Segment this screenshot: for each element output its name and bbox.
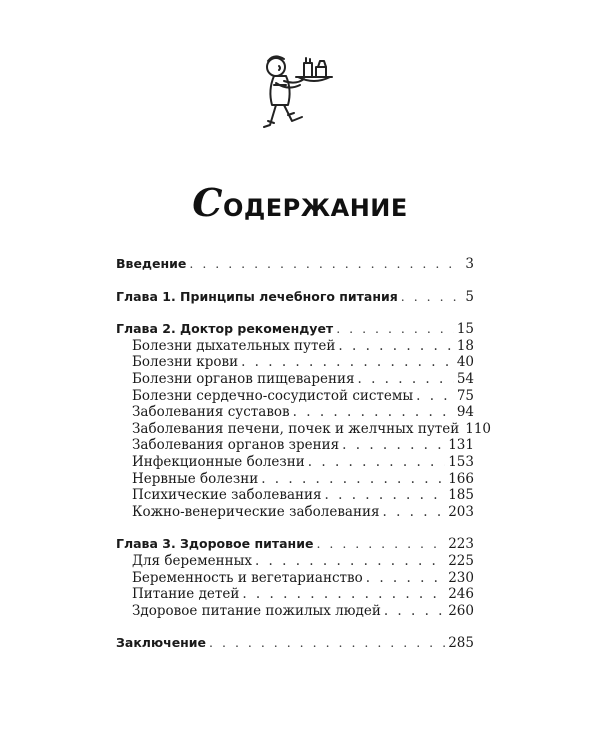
- toc-entry-label: Психические заболевания: [132, 487, 322, 504]
- toc-leader-dots: [293, 404, 454, 421]
- toc-leader-dots: [382, 504, 445, 521]
- toc-section-entry[interactable]: [116, 454, 474, 471]
- toc-section-entry[interactable]: [116, 504, 474, 521]
- toc-leader-dots: [209, 635, 445, 652]
- toc-entry-label: Глава 1. Принципы лечебного питания: [116, 288, 398, 304]
- toc-leader-dots: [336, 321, 454, 338]
- toc-leader-dots: [189, 256, 462, 273]
- toc-leader-dots: [366, 570, 445, 587]
- toc-gap: [116, 520, 474, 536]
- toc-entry-label: Заболевания суставов: [132, 404, 290, 421]
- toc-entry-label: Для беременных: [132, 552, 252, 569]
- toc-leader-dots: [342, 437, 445, 454]
- toc-chapter-entry[interactable]: [116, 256, 474, 273]
- toc-entry-page: 246: [448, 586, 474, 603]
- toc-gap: [116, 273, 474, 289]
- toc-section-entry[interactable]: [116, 553, 474, 570]
- toc-leader-dots: [261, 471, 445, 488]
- toc-entry-label: Заболевания органов зрения: [132, 437, 340, 454]
- toc-entry-page: 18: [456, 337, 474, 354]
- toc-leader-dots: [255, 553, 445, 570]
- toc-leader-dots: [358, 371, 454, 388]
- toc-entry-page: 203: [448, 503, 474, 520]
- toc-leader-dots: [416, 388, 454, 405]
- toc-entry-page: 15: [456, 321, 474, 338]
- toc-entry-page: 131: [448, 437, 474, 454]
- toc-chapter-entry[interactable]: [116, 536, 474, 553]
- toc-section-entry[interactable]: [116, 471, 474, 488]
- toc-entry-label: Заболевания печени, почек и желчных путей: [132, 420, 460, 437]
- toc-entry-label: Беременность и вегетарианство: [132, 569, 363, 586]
- chef-illustration: [248, 45, 348, 145]
- toc-section-entry[interactable]: [116, 420, 492, 438]
- toc-entry-page: 230: [448, 569, 474, 586]
- toc-leader-dots: [241, 354, 454, 371]
- toc-entry-label: Кожно-венерические заболевания: [132, 503, 380, 520]
- toc-entry-label: Заключение: [116, 635, 207, 651]
- toc-entry-label: Глава 3. Здоровое питание: [116, 536, 314, 552]
- toc-entry-page: 185: [448, 487, 474, 504]
- toc-leader-dots: [401, 289, 463, 306]
- toc-leader-dots: [384, 603, 445, 620]
- toc-section-entry[interactable]: [116, 371, 474, 388]
- toc-entry-page: 94: [456, 404, 474, 421]
- toc-entry-page: 223: [448, 536, 474, 553]
- toc-chapter-entry[interactable]: [116, 289, 474, 306]
- toc-entry-page: 3: [465, 256, 474, 272]
- toc-entry-label: Инфекционные болезни: [132, 453, 305, 470]
- toc-section-entry[interactable]: [116, 603, 474, 620]
- toc-entry-page: 75: [456, 387, 474, 404]
- toc-leader-dots: [325, 487, 446, 504]
- toc-entry-label: Болезни крови: [132, 354, 239, 371]
- toc-gap: [116, 305, 474, 321]
- title-initial: С: [192, 180, 223, 225]
- toc-section-entry[interactable]: [116, 437, 474, 454]
- toc-entry-page: 260: [448, 602, 474, 619]
- toc-entry-page: 225: [448, 552, 474, 569]
- toc-entry-label: Болезни сердечно-сосудистой системы: [132, 387, 414, 404]
- toc-leader-dots: [242, 586, 445, 603]
- page-title: [0, 180, 600, 225]
- toc-entry-page: 54: [456, 370, 474, 387]
- toc-entry-page: 40: [456, 354, 474, 371]
- toc-section-entry[interactable]: [116, 388, 474, 405]
- toc-entry-page: 110: [465, 420, 492, 437]
- toc-leader-dots: [338, 338, 453, 355]
- toc-leader-dots: [308, 454, 445, 471]
- toc-entry-page: 5: [465, 288, 474, 305]
- toc-section-entry[interactable]: [116, 354, 474, 371]
- toc-section-entry[interactable]: [116, 487, 474, 504]
- toc-section-entry[interactable]: [116, 338, 474, 355]
- toc-section-entry[interactable]: [116, 586, 474, 603]
- toc-entry-label: Нервные болезни: [132, 470, 259, 487]
- title-rest: ОДЕРЖАНИЕ: [222, 194, 408, 222]
- toc-entry-label: Здоровое питание пожилых людей: [132, 602, 381, 619]
- toc-entry-page: 166: [448, 470, 474, 487]
- toc-entry-label: Болезни органов пищеварения: [132, 370, 355, 387]
- toc-entry-page: 285: [448, 635, 474, 652]
- toc-entry-label: Питание детей: [132, 586, 240, 603]
- toc-entry-label: Болезни дыхательных путей: [132, 337, 336, 354]
- toc-entry-page: 153: [448, 453, 474, 470]
- table-of-contents: [116, 256, 492, 652]
- toc-chapter-entry[interactable]: [116, 321, 474, 338]
- toc-section-entry[interactable]: [116, 570, 474, 587]
- toc-gap: [116, 619, 474, 635]
- toc-chapter-entry[interactable]: [116, 635, 474, 652]
- toc-section-entry[interactable]: [116, 404, 474, 421]
- toc-entry-label: Глава 2. Доктор рекомендует: [116, 321, 334, 337]
- toc-leader-dots: [316, 536, 445, 553]
- toc-entry-label: Введение: [116, 256, 187, 271]
